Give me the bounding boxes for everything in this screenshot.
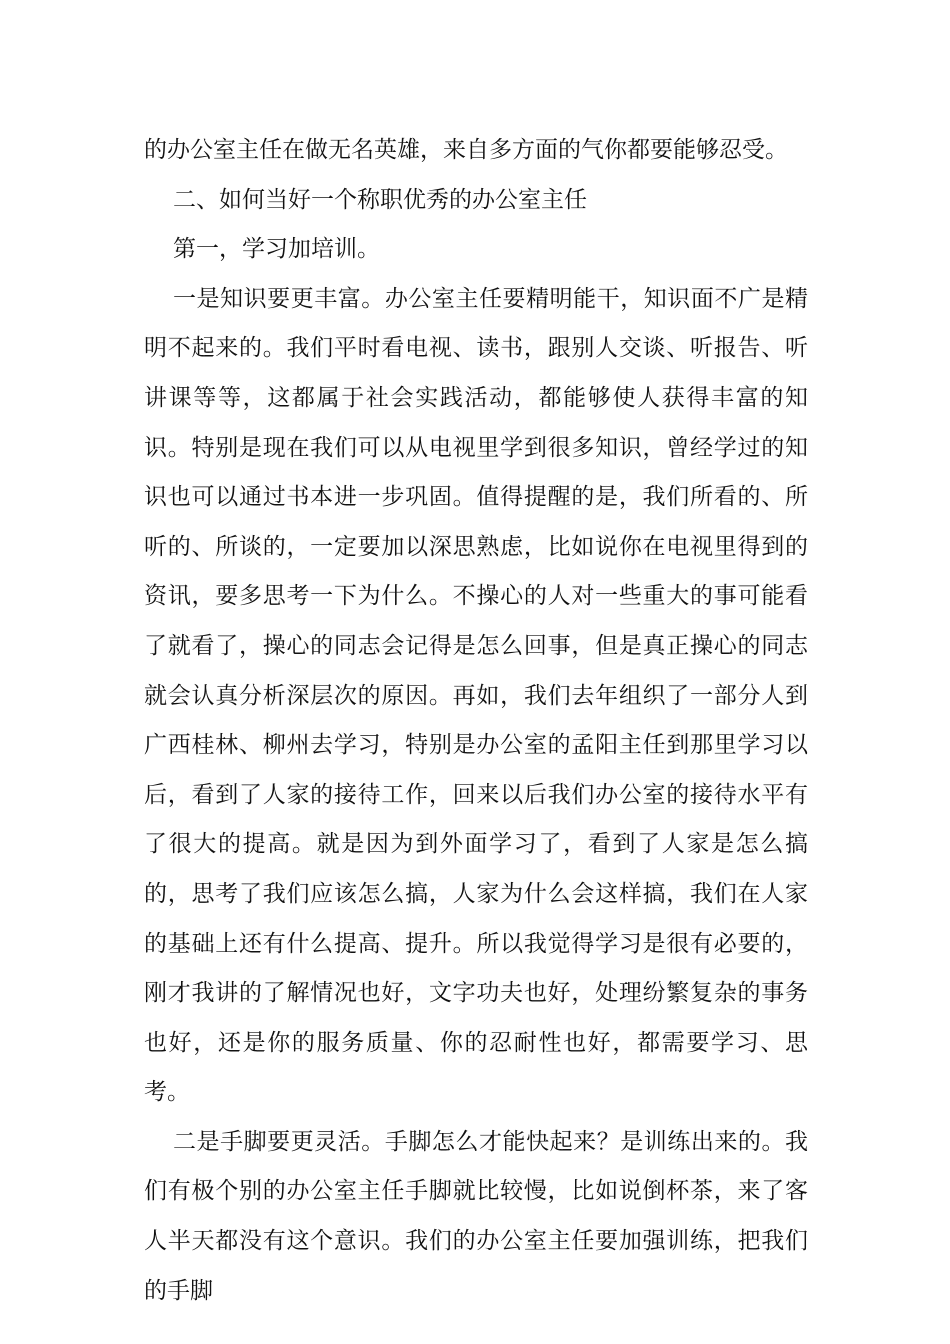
section-heading: 二、如何当好一个称职优秀的办公室主任	[173, 186, 587, 213]
document-body	[144, 126, 808, 1316]
paragraph-knowledge: 一是知识要更丰富。办公室主任要精明能干，知识面不广是精明不起来的。我们平时看电视、读书，跟别人交谈、听报告、听讲课等等，这都属于社会实践活动，都能够使人获得丰富的知识。特别是现在我们可以从电视里学到很多知识，曾经学过的知识也可以通过书本进一步巩固。值得提醒的是，我们所看的、所听的、所谈的，一定要加以深思熟虑，比如说你在电视里得到的资讯，要多思考一下为什么。不操心的人对一些重大的事可能看了就看了，操心的同志会记得是怎么回事，但是真正操心的同志就会认真分析深层次的原因。再如，我们去年组织了一部分人到广西桂林、柳州去学习，特别是办公室的孟阳主任到那里学习以后，看到了人家的接待工作，回来以后我们办公室的接待水平有了很大的提高。就是因为到外面学习了，看到了人家是怎么搞的，思考了我们应该怎么搞，人家为什么会这样搞，我们在人家的基础上还有什么提高、提升。所以我觉得学习是很有必要的，刚才我讲的了解情况也好，文字功夫也好，处理纷繁复杂的事务也好，还是你的服务质量、你的忍耐性也好，都需要学习、思考。	[144, 285, 808, 1106]
subsection-heading: 第一，学习加培训。	[173, 236, 380, 263]
paragraph-continuation: 的办公室主任在做无名英雄，来自多方面的气你都要能够忍受。	[144, 137, 788, 163]
paragraph-agility: 二是手脚要更灵活。手脚怎么才能快起来？是训练出来的。我们有极个别的办公室主任手脚就比较慢，比如说倒杯茶，来了客人半天都没有这个意识。我们的办公室主任要加强训练，把我们的手脚	[144, 1128, 808, 1304]
